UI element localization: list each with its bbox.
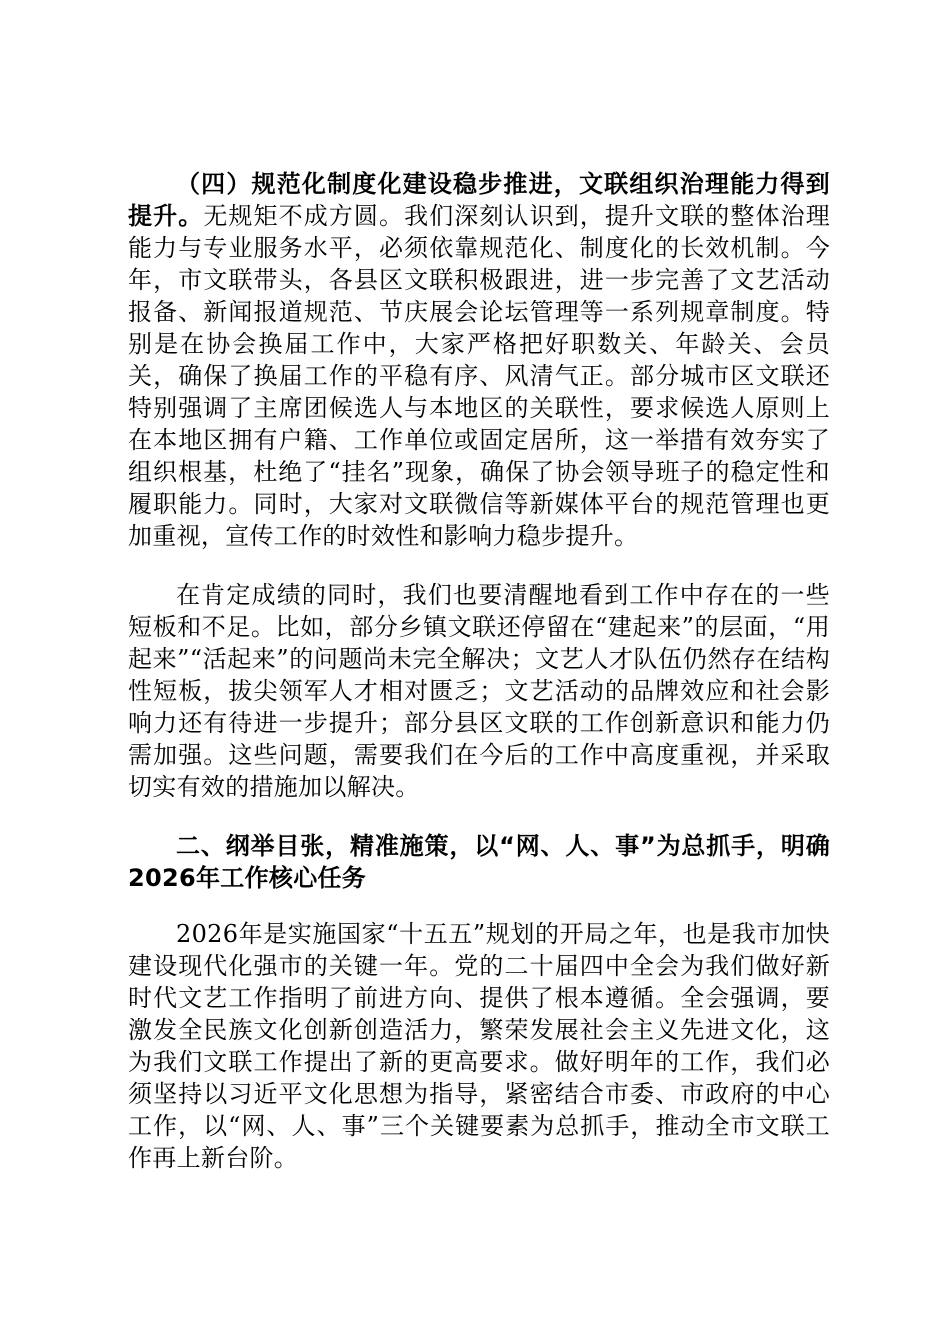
part-two-heading: 二、纲举目张，精准施策，以“网、人、事”为总抓手，明确2026年工作核心任务: [128, 832, 830, 892]
shortcomings-paragraph: 在肯定成绩的同时，我们也要清醒地看到工作中存在的一些短板和不足。比如，部分乡镇文联还停留在“建起来”的层面，“用起来”“活起来”的问题尚未完全解决；文艺人才队伍仍然存在结构性短板，拔尖领军人才相对匮乏；文艺活动的品牌效应和社会影响力还有待进一步提升；部分县区文联的工作创新意识和能力仍需加强。这些问题，需要我们在今后的工作中高度重视，并采取切实有效的措施加以解决。: [128, 581, 830, 801]
section-four-body: 无规矩不成方圆。我们深刻认识到，提升文联的整体治理能力与专业服务水平，必须依靠规范化、制度化的长效机制。今年，市文联带头，各县区文联积极跟进，进一步完善了文艺活动报备、新闻报道规范、节庆展会论坛管理等一系列规章制度。特别是在协会换届工作中，大家严格把好职数关、年龄关、会员关，确保了换届工作的平稳有序、风清气正。部分城市区文联还特别强调了主席团候选人与本地区的关联性，要求候选人原则上在本地区拥有户籍、工作单位或固定居所，这一举措有效夯实了组织根基，杜绝了“挂名”现象，确保了协会领导班子的稳定性和履职能力。同时，大家对文联微信等新媒体平台的规范管理也更加重视，宣传工作的时效性和影响力稳步提升。: [128, 202, 831, 550]
part-two-paragraph: 2026年是实施国家“十五五”规划的开局之年，也是我市加快建设现代化强市的关键一年。党的二十届四中全会为我们做好新时代文艺工作指明了前进方向、提供了根本遵循。全会强调，要激发全民族文化创新创造活力，繁荣发展社会主义先进文化，这为我们文联工作提出了新的更高要求。做好明年的工作，我们必须坚持以习近平文化思想为指导，紧密结合市委、市政府的中心工作，以“网、人、事”三个关键要素为总抓手，推动全市文联工作再上新台阶。: [128, 920, 830, 1172]
document-page: [128, 168, 830, 1201]
section-four-lead: （四）规范化制度化建设稳步推进，文联组织治理能力得到提升。: [128, 170, 830, 230]
section-four-paragraph: [128, 168, 830, 552]
